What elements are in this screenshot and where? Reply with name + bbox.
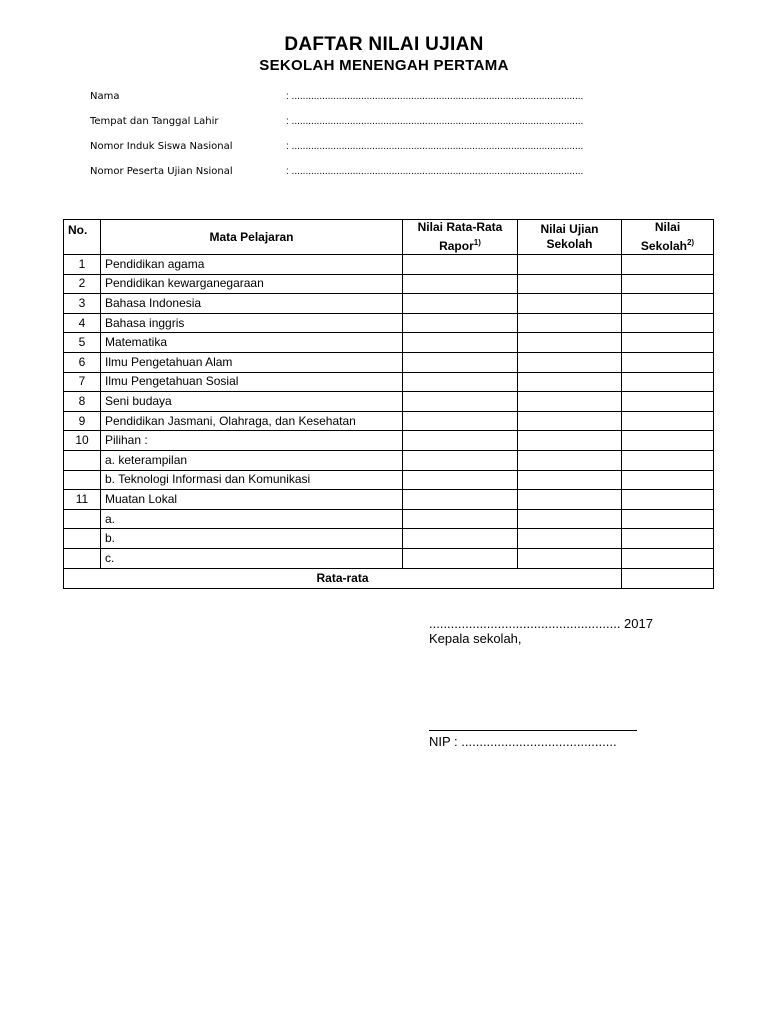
cell-school-score[interactable] — [622, 274, 714, 294]
cell-school-exam[interactable] — [518, 333, 622, 353]
cell-school-score[interactable] — [622, 470, 714, 490]
cell-school-score[interactable] — [622, 333, 714, 353]
header-subject: Mata Pelajaran — [101, 220, 403, 255]
cell-school-score[interactable] — [622, 529, 714, 549]
table-row — [64, 509, 714, 529]
table-row — [64, 392, 714, 412]
footnote-marker-2: 2) — [686, 238, 695, 247]
cell-school-score[interactable] — [622, 490, 714, 510]
row-number — [64, 529, 101, 549]
header-school-exam — [518, 220, 622, 255]
row-subject: Bahasa inggris — [101, 313, 403, 333]
row-subject: Pendidikan kewarganegaraan — [101, 274, 403, 294]
row-number — [64, 509, 101, 529]
signature-nip: NIP : ........................................... — [429, 734, 617, 749]
table-row — [64, 529, 714, 549]
row-number — [64, 450, 101, 470]
cell-report-average[interactable] — [403, 372, 518, 392]
signature-line — [429, 730, 637, 731]
cell-report-average[interactable] — [403, 313, 518, 333]
cell-school-score[interactable] — [622, 450, 714, 470]
cell-school-exam[interactable] — [518, 392, 622, 412]
header-school-exam-line1: Nilai Ujian — [540, 222, 599, 236]
header-school-exam-line2: Sekolah — [546, 237, 593, 251]
cell-school-exam[interactable] — [518, 470, 622, 490]
cell-school-exam[interactable] — [518, 294, 622, 314]
cell-school-exam[interactable] — [518, 372, 622, 392]
row-number: 8 — [64, 392, 101, 412]
row-subject: Bahasa Indonesia — [101, 294, 403, 314]
cell-report-average[interactable] — [403, 470, 518, 490]
row-subject: b. Teknologi Informasi dan Komunikasi — [101, 470, 403, 490]
field-value-name: : ......................................................................................................... — [286, 91, 584, 102]
table-row — [64, 470, 714, 490]
row-number: 3 — [64, 294, 101, 314]
average-row — [64, 568, 714, 588]
cell-school-score[interactable] — [622, 255, 714, 275]
cell-report-average[interactable] — [403, 529, 518, 549]
cell-report-average[interactable] — [403, 490, 518, 510]
grades-table — [63, 219, 714, 589]
cell-school-exam[interactable] — [518, 255, 622, 275]
cell-report-average[interactable] — [403, 431, 518, 451]
row-number: 1 — [64, 255, 101, 275]
cell-average-value[interactable] — [622, 568, 714, 588]
cell-school-exam[interactable] — [518, 411, 622, 431]
table-row — [64, 255, 714, 275]
cell-report-average[interactable] — [403, 392, 518, 412]
row-subject: Pilihan : — [101, 431, 403, 451]
row-subject: Pendidikan agama — [101, 255, 403, 275]
average-label: Rata-rata — [64, 568, 622, 588]
cell-school-score[interactable] — [622, 294, 714, 314]
table-row — [64, 372, 714, 392]
row-subject: Matematika — [101, 333, 403, 353]
cell-report-average[interactable] — [403, 294, 518, 314]
cell-report-average[interactable] — [403, 548, 518, 568]
cell-school-score[interactable] — [622, 411, 714, 431]
cell-school-exam[interactable] — [518, 450, 622, 470]
footnote-marker-1: 1) — [473, 238, 481, 247]
cell-report-average[interactable] — [403, 450, 518, 470]
header-school-score-line2: Sekolah — [640, 239, 687, 253]
cell-school-exam[interactable] — [518, 274, 622, 294]
row-number: 5 — [64, 333, 101, 353]
header-school-score-line1: Nilai — [654, 220, 681, 234]
table-row — [64, 294, 714, 314]
cell-school-score[interactable] — [622, 509, 714, 529]
page-subtitle: SEKOLAH MENENGAH PERTAMA — [259, 57, 509, 74]
cell-school-score[interactable] — [622, 392, 714, 412]
cell-school-exam[interactable] — [518, 352, 622, 372]
table-row — [64, 450, 714, 470]
table-row — [64, 352, 714, 372]
cell-school-exam[interactable] — [518, 313, 622, 333]
table-row — [64, 411, 714, 431]
header-report-average — [403, 220, 518, 255]
cell-school-exam[interactable] — [518, 509, 622, 529]
row-number: 10 — [64, 431, 101, 451]
table-row — [64, 333, 714, 353]
field-label-name: Nama — [90, 91, 120, 102]
row-number: 2 — [64, 274, 101, 294]
cell-school-exam[interactable] — [518, 548, 622, 568]
row-number: 7 — [64, 372, 101, 392]
table-row — [64, 490, 714, 510]
row-subject: Pendidikan Jasmani, Olahraga, dan Kesehatan — [101, 411, 403, 431]
table-row — [64, 548, 714, 568]
field-value-nisn: : ......................................................................................................... — [286, 141, 584, 152]
row-number: 6 — [64, 352, 101, 372]
cell-report-average[interactable] — [403, 255, 518, 275]
row-number: 9 — [64, 411, 101, 431]
row-subject: Ilmu Pengetahuan Alam — [101, 352, 403, 372]
row-number — [64, 548, 101, 568]
cell-school-score[interactable] — [622, 313, 714, 333]
signature-role: Kepala sekolah, — [429, 631, 522, 646]
table-header-row — [64, 220, 714, 255]
table-row — [64, 274, 714, 294]
header-report-average-line1: Nilai Rata-Rata — [417, 220, 503, 234]
table-row — [64, 313, 714, 333]
row-number — [64, 470, 101, 490]
field-label-nisn: Nomor Induk Siswa Nasional — [90, 141, 233, 152]
cell-report-average[interactable] — [403, 352, 518, 372]
row-subject: b. — [101, 529, 403, 549]
row-subject: a. — [101, 509, 403, 529]
row-subject: Ilmu Pengetahuan Sosial — [101, 372, 403, 392]
cell-report-average[interactable] — [403, 411, 518, 431]
row-subject: a. keterampilan — [101, 450, 403, 470]
cell-school-exam[interactable] — [518, 490, 622, 510]
cell-school-score[interactable] — [622, 372, 714, 392]
table-row — [64, 431, 714, 451]
cell-report-average[interactable] — [403, 274, 518, 294]
page-title: DAFTAR NILAI UJIAN — [284, 34, 484, 55]
header-school-score — [622, 220, 714, 255]
cell-report-average[interactable] — [403, 333, 518, 353]
row-subject: Muatan Lokal — [101, 490, 403, 510]
field-label-birth: Tempat dan Tanggal Lahir — [90, 116, 219, 127]
field-value-birth: : ......................................................................................................... — [286, 116, 584, 127]
cell-school-score[interactable] — [622, 431, 714, 451]
cell-school-score[interactable] — [622, 352, 714, 372]
row-subject: Seni budaya — [101, 392, 403, 412]
header-report-average-line2: Rapor — [439, 239, 474, 253]
cell-school-exam[interactable] — [518, 431, 622, 451]
cell-report-average[interactable] — [403, 509, 518, 529]
header-no: No. — [64, 220, 101, 255]
field-value-exam-number: : ......................................................................................................... — [286, 166, 584, 177]
field-label-exam-number: Nomor Peserta Ujian Nsional — [90, 166, 233, 177]
cell-school-exam[interactable] — [518, 529, 622, 549]
row-number: 11 — [64, 490, 101, 510]
cell-school-score[interactable] — [622, 548, 714, 568]
signature-date: ..................................................... 2017 — [429, 616, 653, 631]
row-number: 4 — [64, 313, 101, 333]
row-subject: c. — [101, 548, 403, 568]
